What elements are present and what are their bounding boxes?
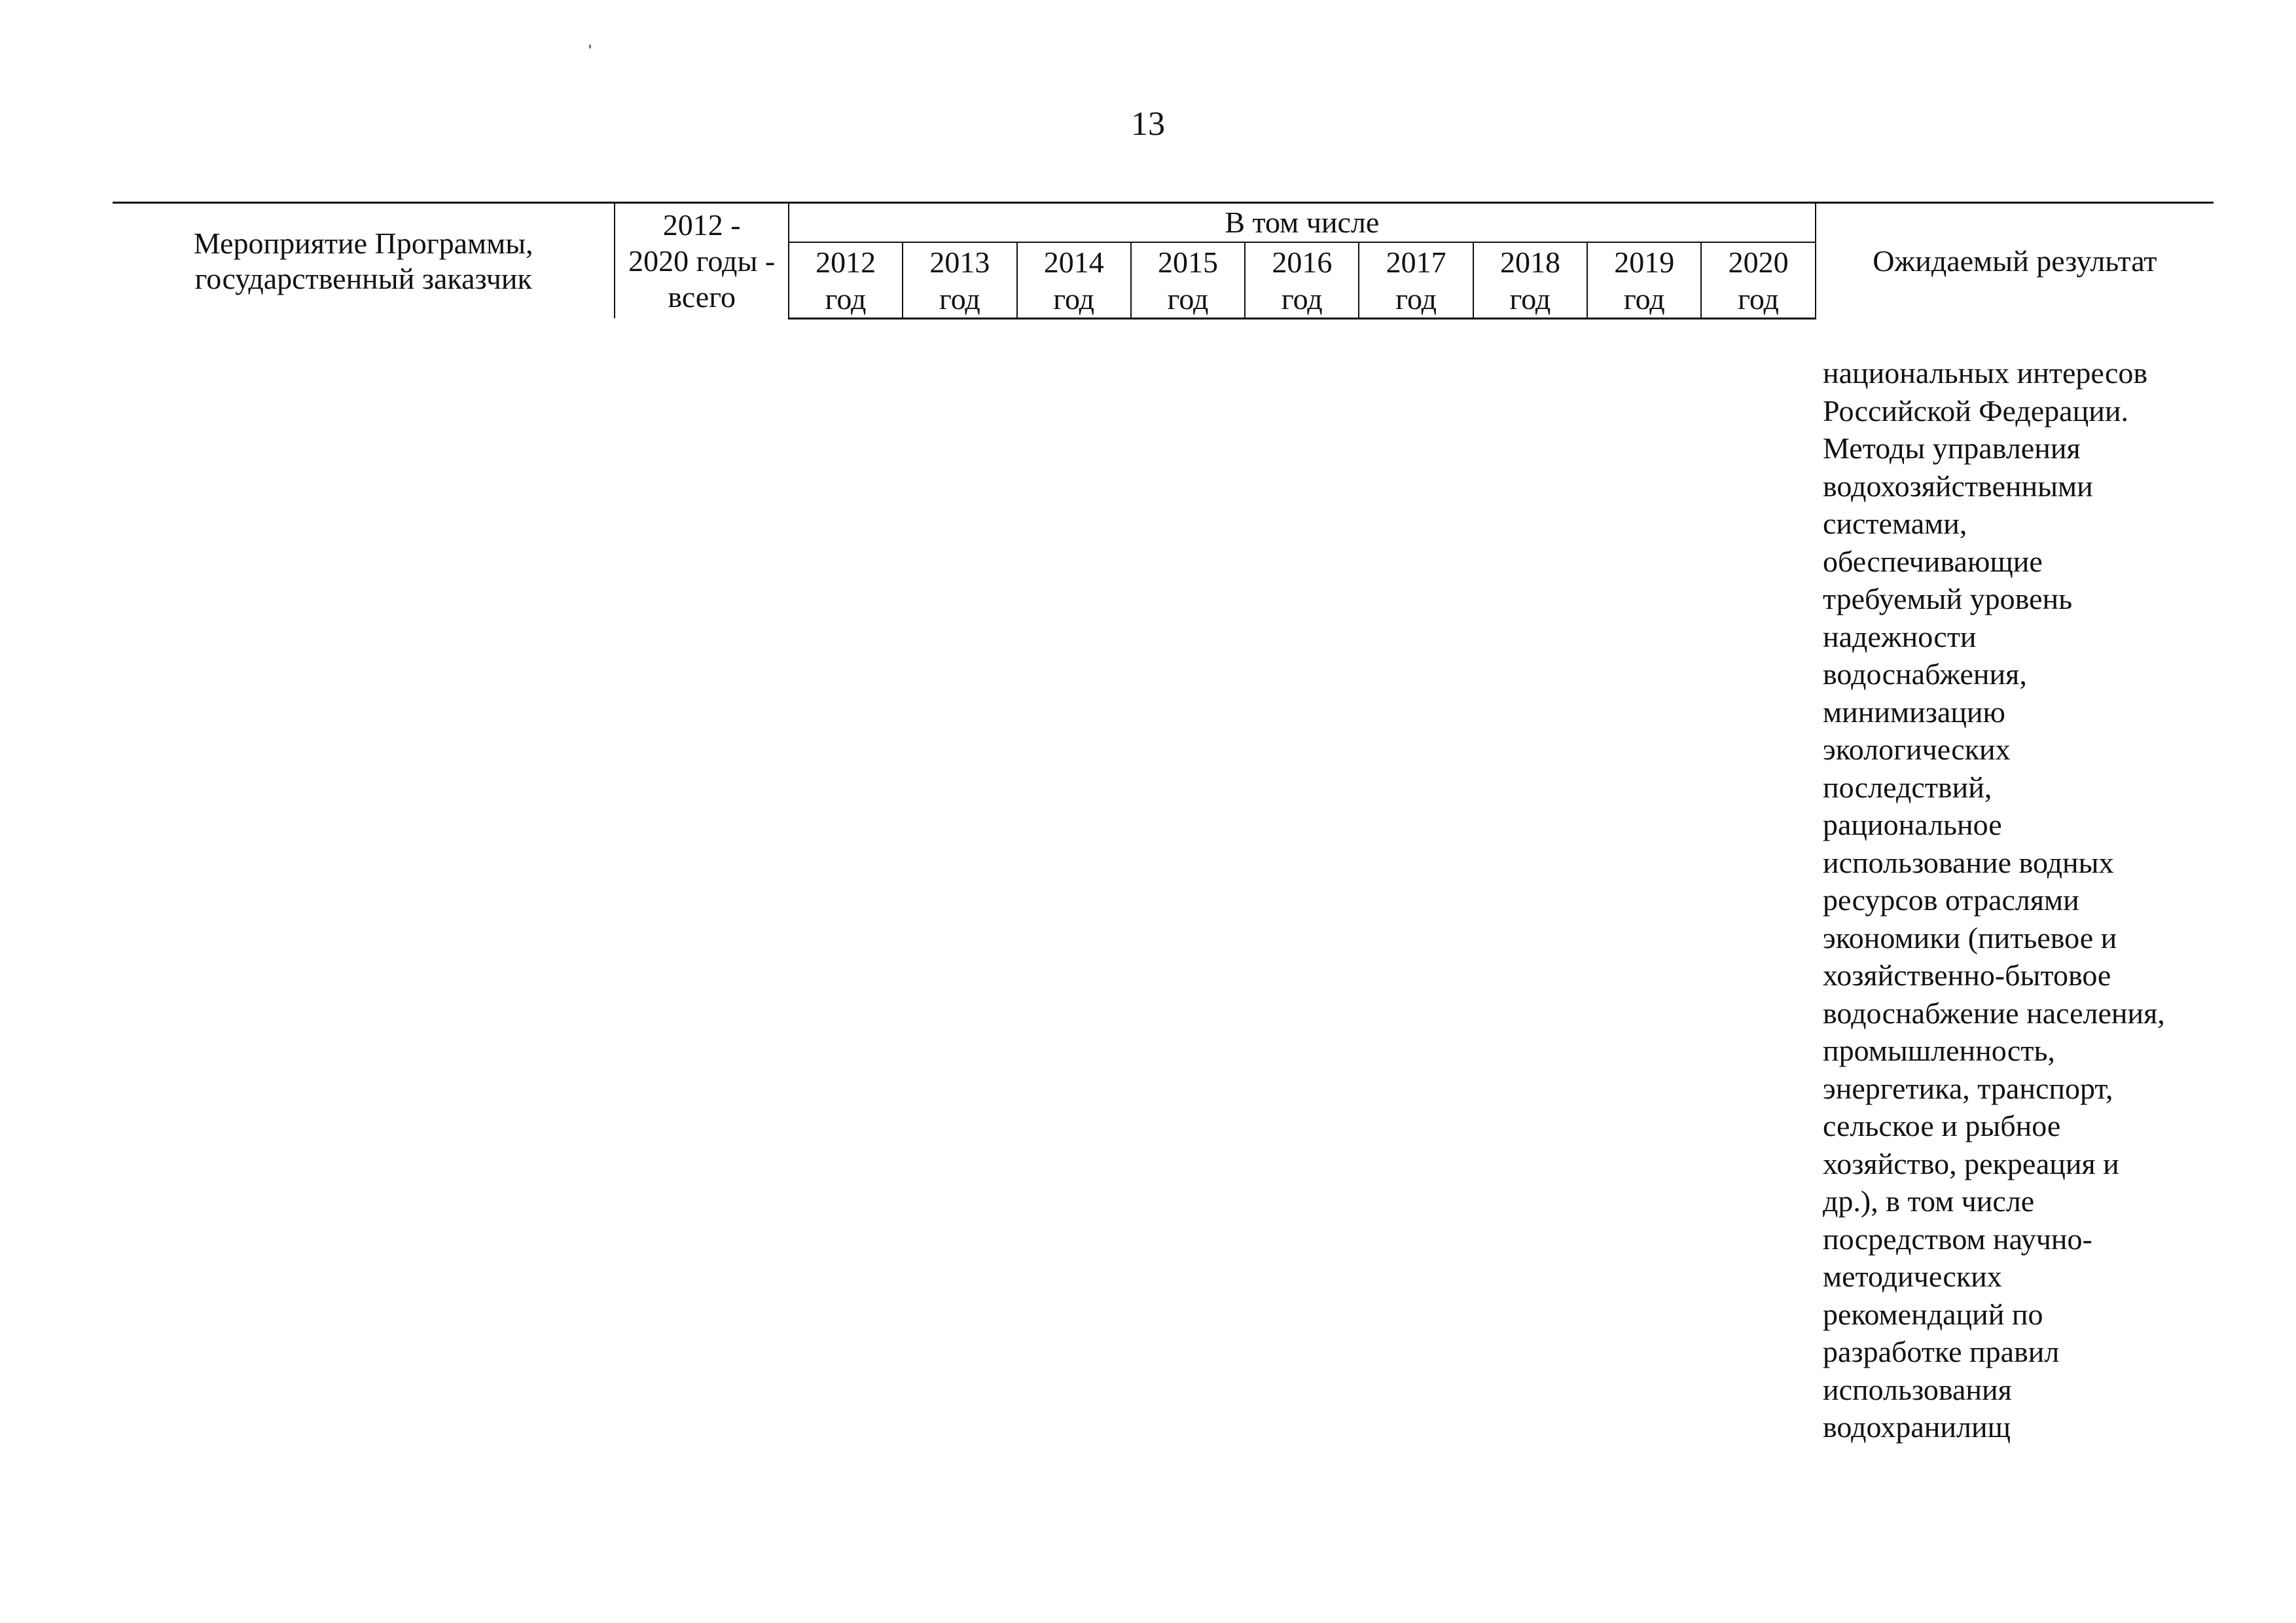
year-label: 2013	[929, 245, 990, 279]
year-unit: год	[1281, 282, 1323, 316]
result-line: Методы управления	[1823, 431, 2081, 465]
year-label: 2020	[1728, 245, 1789, 279]
year-label: 2018	[1499, 245, 1560, 279]
year-label: 2016	[1272, 245, 1333, 279]
result-line: рациональное	[1823, 808, 2002, 841]
result-line: минимизацию	[1823, 695, 2005, 729]
year-column-header	[1017, 242, 1131, 319]
result-line: хозяйство, рекреация и	[1823, 1146, 2119, 1180]
result-line: ресурсов отраслями	[1823, 883, 2079, 917]
result-line: Российской Федерации.	[1823, 393, 2128, 428]
result-line: обеспечивающие	[1823, 544, 2043, 578]
result-line: экологических	[1823, 733, 2011, 766]
result-line: требуемый уровень	[1823, 582, 2073, 615]
year-unit: год	[939, 282, 980, 316]
year-column-header	[789, 242, 903, 319]
scan-speck	[589, 45, 591, 48]
year-column-header	[1359, 242, 1473, 319]
result-line: методических	[1823, 1260, 2002, 1293]
page-number: 13	[1131, 105, 1165, 143]
result-line: промышленность,	[1823, 1034, 2055, 1067]
year-column-header	[1245, 242, 1359, 319]
result-line: сельское и рыбное	[1823, 1109, 2061, 1142]
result-line: энергетика, транспорт,	[1823, 1071, 2113, 1105]
expected-result-text	[1823, 354, 2215, 1446]
event-column-header	[113, 203, 615, 319]
program-table-header	[113, 202, 2214, 319]
result-line: водохранилищ	[1823, 1410, 2011, 1444]
year-column-header	[1587, 242, 1701, 319]
year-unit: год	[1623, 282, 1665, 316]
year-column-header	[1131, 242, 1245, 319]
total-header-line: 2012 -	[662, 208, 741, 242]
year-unit: год	[1738, 282, 1779, 316]
result-line: использование водных	[1823, 845, 2114, 879]
total-column-header	[615, 203, 788, 319]
year-label: 2012	[816, 245, 876, 279]
result-line: посредством научно-	[1823, 1222, 2092, 1256]
result-line: водоснабжения,	[1823, 657, 2027, 691]
result-line: разработке правил	[1823, 1335, 2060, 1368]
year-unit: год	[1509, 282, 1551, 316]
event-header-line: государственный заказчик	[194, 261, 532, 295]
result-line: рекомендаций по	[1823, 1297, 2043, 1331]
result-line: национальных интересов	[1823, 356, 2148, 390]
result-line: водоснабжение населения,	[1823, 996, 2165, 1030]
total-header-line: 2020 годы -	[628, 244, 776, 278]
result-line: водохозяйственными	[1823, 469, 2093, 503]
year-label: 2019	[1614, 245, 1675, 279]
result-line: др.), в том числе	[1823, 1184, 2035, 1218]
result-line: надежности	[1823, 619, 1977, 653]
result-line: системами,	[1823, 507, 1967, 540]
expected-result-header: Ожидаемый результат	[1816, 203, 2214, 319]
year-unit: год	[1395, 282, 1437, 316]
including-header: В том числе	[789, 203, 1816, 242]
result-line: хозяйственно-бытовое	[1823, 958, 2111, 992]
event-header-line: Мероприятие Программы,	[193, 226, 533, 260]
year-label: 2017	[1386, 245, 1446, 279]
total-header-line: всего	[668, 280, 736, 314]
year-unit: год	[825, 282, 867, 316]
year-label: 2015	[1158, 245, 1218, 279]
year-column-header	[1701, 242, 1815, 319]
result-line: экономики (питьевое и	[1823, 921, 2117, 955]
year-column-header	[903, 242, 1016, 319]
year-label: 2014	[1043, 245, 1104, 279]
year-column-header	[1473, 242, 1587, 319]
year-unit: год	[1167, 282, 1209, 316]
result-line: последствий,	[1823, 770, 1992, 804]
year-unit: год	[1053, 282, 1095, 316]
result-line: использования	[1823, 1372, 2012, 1406]
